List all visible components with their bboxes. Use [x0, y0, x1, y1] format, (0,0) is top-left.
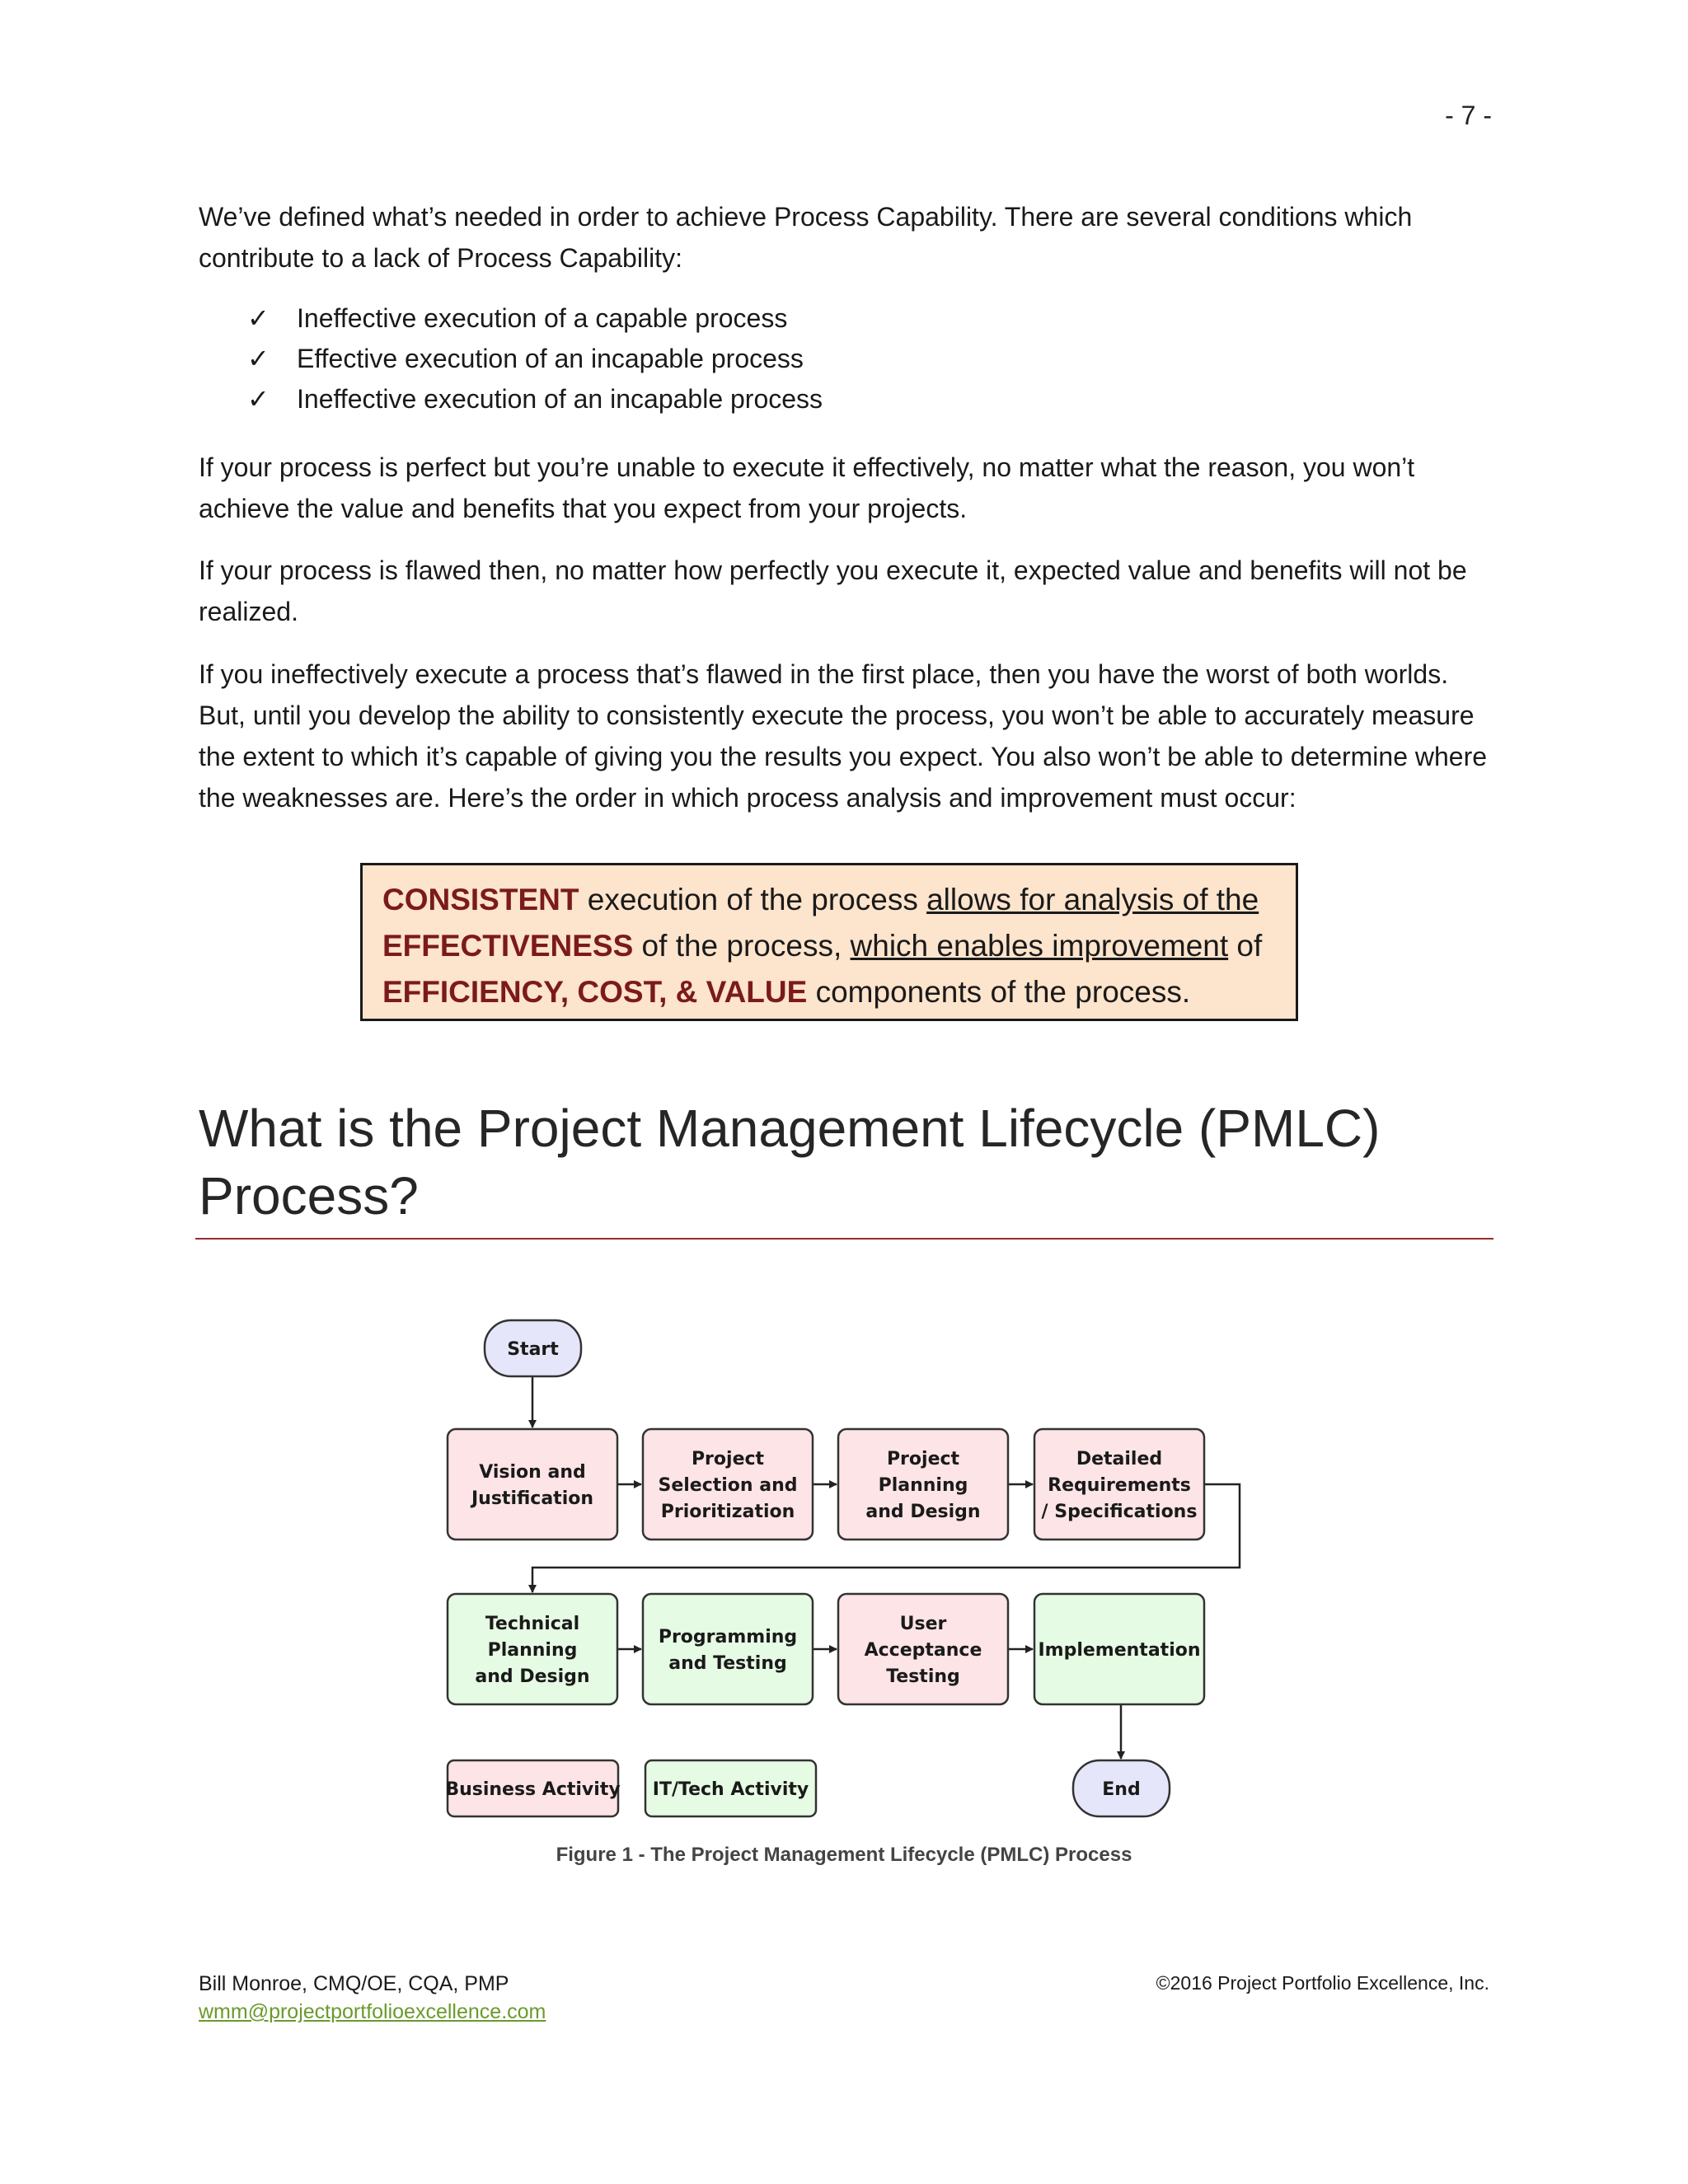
business-activity-node-label: Selection and: [658, 1475, 798, 1496]
footer-copyright: ©2016 Project Portfolio Excellence, Inc.: [1156, 1972, 1489, 1994]
business-activity-node: [1034, 1429, 1204, 1540]
legend-business-activity-label: Business Activity: [445, 1779, 621, 1800]
it-activity-node-label: and Design: [475, 1666, 590, 1687]
business-activity-node-label: and Design: [865, 1502, 981, 1522]
callout-text: of the process,: [633, 929, 851, 963]
it-activity-node-label: Implementation: [1038, 1640, 1201, 1661]
callout-text: execution of the process: [579, 883, 927, 916]
it-activity-node-shape: [643, 1594, 813, 1704]
section-heading: What is the Project Management Lifecycle (PMLC) Process?: [199, 1099, 1381, 1226]
callout-keyword: EFFECTIVENESS: [382, 929, 634, 963]
callout-underlined-text: which enables improvement: [850, 929, 1229, 963]
footer-author-block: [199, 1970, 546, 2026]
business-activity-node-label: Justification: [471, 1488, 594, 1509]
business-activity-node-label: Prioritization: [660, 1502, 795, 1522]
paragraph-text: If you ineffectively execute a process that’s flawed in the first place, then you have the worst of both worlds. But, until you develop the ability to consistently execute the process, you won’t be able to accurately measure the extent to which it’s capable of giving you the results you expect. You also won’t be able to determine where the weaknesses are. Here’s the order in which process analysis and improvement must occur:: [199, 659, 1488, 813]
paragraph-text: If your process is perfect but you’re unable to execute it effectively, no matter what the reason, you won’t achieve the value and benefits that you expect from your projects.: [199, 452, 1415, 523]
start-node-label: Start: [507, 1339, 559, 1360]
callout-text: of: [1228, 929, 1263, 963]
checklist-item-text: Effective execution of an incapable process: [297, 344, 804, 373]
business-activity-node-label: Testing: [886, 1666, 960, 1687]
it-activity-node-label: Technical: [485, 1614, 580, 1634]
legend-it-activity-label: IT/Tech Activity: [652, 1779, 809, 1800]
callout-keyword: CONSISTENT: [382, 883, 579, 916]
it-activity-node: [643, 1594, 813, 1704]
business-activity-node-label: Requirements: [1048, 1475, 1191, 1496]
footer-email-link[interactable]: wmm@projectportfolioexcellence.com: [199, 2000, 546, 2023]
business-activity-node-label: Acceptance: [864, 1640, 982, 1661]
footer-author: Bill Monroe, CMQ/OE, CQA, PMP: [199, 1972, 509, 1995]
it-activity-node: [1034, 1594, 1204, 1704]
it-activity-node-label: and Testing: [668, 1653, 787, 1674]
business-activity-node-label: Project: [886, 1449, 960, 1469]
business-activity-node: [643, 1429, 813, 1540]
it-activity-node-label: Planning: [487, 1640, 578, 1661]
business-activity-node-label: Detailed: [1076, 1449, 1163, 1469]
paragraph-text: If your process is flawed then, no matter how perfectly you execute it, expected value and benefits will not be realized.: [199, 555, 1467, 626]
business-activity-node-label: Planning: [878, 1475, 968, 1496]
business-activity-node-label: Vision and: [479, 1462, 586, 1483]
it-activity-node: [448, 1594, 617, 1704]
paragraph-text: We’ve defined what’s needed in order to achieve Process Capability. There are several conditions which contribute to a lack of Process Capability:: [199, 202, 1413, 273]
check-mark-icon: ✓: [247, 383, 270, 415]
page-number: - 7 -: [1445, 101, 1492, 130]
end-node-label: End: [1102, 1779, 1141, 1800]
business-activity-node: [838, 1429, 1008, 1540]
checklist-item-text: Ineffective execution of an incapable process: [297, 384, 823, 414]
callout-text: components of the process.: [807, 975, 1191, 1009]
business-activity-node-shape: [448, 1429, 617, 1540]
start-node: [485, 1320, 581, 1376]
business-activity-node: [838, 1594, 1008, 1704]
business-activity-node-label: / Specifications: [1041, 1502, 1198, 1522]
checklist-item-text: Ineffective execution of a capable process: [297, 303, 788, 333]
check-mark-icon: ✓: [247, 302, 270, 334]
business-activity-node-label: User: [899, 1614, 947, 1634]
figure-caption: Figure 1 - The Project Management Lifecycle (PMLC) Process: [556, 1844, 1132, 1866]
it-activity-node-label: Programming: [658, 1627, 798, 1647]
end-node: [1073, 1760, 1170, 1816]
check-mark-icon: ✓: [247, 343, 270, 374]
legend-business-activity: [445, 1760, 620, 1816]
legend-it-activity: [645, 1760, 816, 1816]
business-activity-node-label: Project: [691, 1449, 765, 1469]
callout-keyword: EFFICIENCY, COST, & VALUE: [382, 975, 808, 1009]
business-activity-node: [448, 1429, 617, 1540]
callout-underlined-text: allows for analysis of the: [926, 883, 1259, 916]
